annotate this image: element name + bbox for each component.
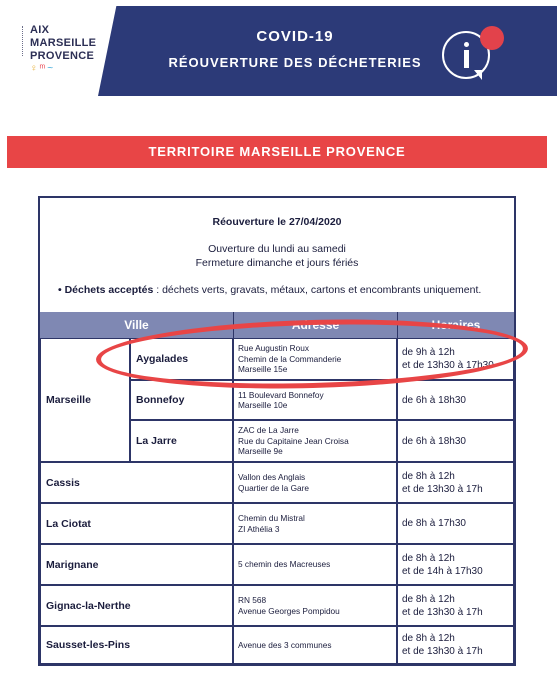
col-header-adresse: Adresse xyxy=(233,312,397,338)
ville-gignac: Gignac-la-Nerthe xyxy=(40,585,233,626)
addr-gignac: RN 568 Avenue Georges Pompidou xyxy=(233,585,397,626)
ville-marseille: Marseille xyxy=(40,338,130,462)
territory-bar: TERRITOIRE MARSEILLE PROVENCE xyxy=(7,136,547,168)
logo-side-text xyxy=(22,26,28,56)
sub-aygalades: Aygalades xyxy=(130,338,233,380)
logo-line1: AIX xyxy=(30,24,50,36)
header-subtitle: RÉOUVERTURE DES DÉCHETERIES xyxy=(168,55,422,70)
notification-dot xyxy=(480,26,504,50)
hours-la-ciotat: de 8h à 17h30 xyxy=(397,503,514,544)
addr-aygalades: Rue Augustin Roux Chemin de la Commanderie Marseille 15e xyxy=(233,338,397,380)
accepted-label: • Déchets acceptés xyxy=(58,284,154,296)
hours-cassis: de 8h à 12h et de 13h30 à 17h xyxy=(397,462,514,503)
reopening-date: Réouverture le 27/04/2020 xyxy=(212,216,342,228)
schedule-box xyxy=(38,196,516,666)
logo-line2: MARSEILLE xyxy=(30,37,97,49)
accepted-text: : déchets verts, gravats, métaux, cartons et encombrants uniquement. xyxy=(153,284,482,296)
hours-gignac: de 8h à 12h et de 13h30 à 17h xyxy=(397,585,514,626)
col-header-ville: Ville xyxy=(40,312,233,338)
header-title: COVID-19 xyxy=(256,28,334,45)
hours-bonnefoy: de 6h à 18h30 xyxy=(397,380,514,420)
logo-marks: ♀ᵐ~ xyxy=(30,63,56,74)
ville-marignane: Marignane xyxy=(40,544,233,585)
intro-block xyxy=(40,198,514,312)
addr-sausset: Avenue des 3 communes xyxy=(233,626,397,664)
hours-sausset: de 8h à 12h et de 13h30 à 17h xyxy=(397,626,514,664)
hours-la-jarre: de 6h à 18h30 xyxy=(397,420,514,462)
ville-la-ciotat: La Ciotat xyxy=(40,503,233,544)
addr-la-jarre: ZAC de La Jarre Rue du Capitaine Jean Croisa Marseille 9e xyxy=(233,420,397,462)
sub-bonnefoy: Bonnefoy xyxy=(130,380,233,420)
addr-bonnefoy: 11 Boulevard Bonnefoy Marseille 10e xyxy=(233,380,397,420)
addr-la-ciotat: Chemin du Mistral ZI Athélia 3 xyxy=(233,503,397,544)
metropole-logo xyxy=(22,20,102,72)
ville-sausset: Sausset-les-Pins xyxy=(40,626,233,664)
col-header-horaires: Horaires xyxy=(397,312,514,338)
ville-cassis: Cassis xyxy=(40,462,233,503)
hours-aygalades: de 9h à 12h et de 13h30 à 17h30 xyxy=(397,338,514,380)
closing-days: Fermeture dimanche et jours fériés xyxy=(195,257,359,269)
logo-line3: PROVENCE xyxy=(30,50,95,62)
accepted-waste xyxy=(58,284,481,296)
addr-marignane: 5 chemin des Macreuses xyxy=(233,544,397,585)
info-bubble-tail xyxy=(474,70,482,80)
opening-days: Ouverture du lundi au samedi xyxy=(208,243,346,255)
addr-cassis: Vallon des Anglais Quartier de la Gare xyxy=(233,462,397,503)
hours-marignane: de 8h à 12h et de 14h à 17h30 xyxy=(397,544,514,585)
sub-la-jarre: La Jarre xyxy=(130,420,233,462)
